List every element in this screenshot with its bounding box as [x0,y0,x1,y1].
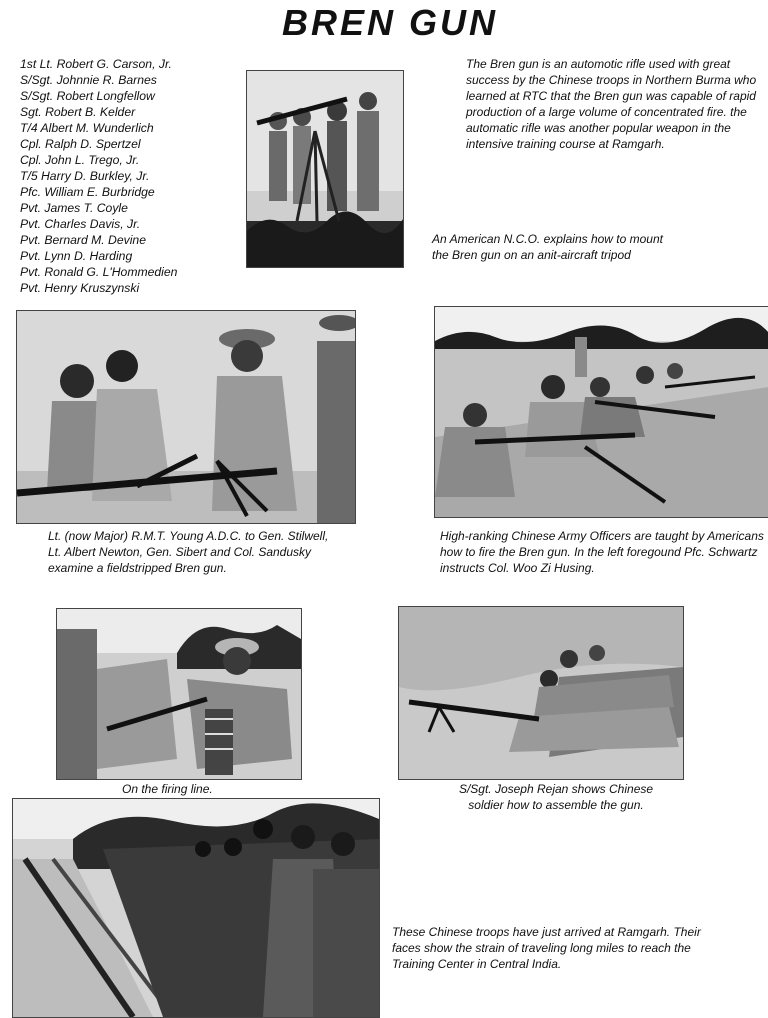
caption-fieldstripped: Lt. (now Major) R.M.T. Young A.D.C. to Gen. Stilwell, Lt. Albert Newton, Gen. Sibert and Col. Sandusky examine a fieldstripped Bren gun. [48,529,329,575]
roster-item: Pvt. Henry Kruszynski [20,281,140,295]
roster-item: Cpl. Ralph D. Spertzel [20,137,141,151]
caption-firing-line: On the firing line. [122,782,213,796]
photo-fieldstripped-gun [16,310,356,524]
roster-item: Cpl. John L. Trego, Jr. [20,153,140,167]
roster-item: Pvt. Lynn D. Harding [20,249,133,263]
roster-item: Pvt. Ronald G. L'Hommedien [20,265,178,279]
caption-arrival: These Chinese troops have just arrived at Ramgarh. Their faces show the strain of traveling long miles to reach the Training Center in Central India. [392,925,701,971]
roster-item: S/Sgt. Robert Longfellow [20,89,155,103]
roster-list [20,56,240,296]
photo-firing-line [56,608,302,780]
roster-item: 1st Lt. Robert G. Carson, Jr. [20,57,172,71]
caption-officers: High-ranking Chinese Army Officers are taught by Americans how to fire the Bren gun. In the left foregound Pfc. Schwartz instructs Col. Woo Zi Husing. [440,529,764,575]
caption-antiaircraft: An American N.C.O. explains how to mount the Bren gun on an anit-aircraft tripod [432,232,663,262]
photo-antiaircraft-tripod [246,70,404,268]
photo-officers-firing [434,306,768,518]
photo-troops-arrival [12,798,380,1018]
roster-item: Pvt. James T. Coyle [20,201,128,215]
photo-assemble-gun [398,606,684,780]
roster-item: Pvt. Bernard M. Devine [20,233,146,247]
roster-item: T/4 Albert M. Wunderlich [20,121,154,135]
caption-assemble: S/Sgt. Joseph Rejan shows Chinese soldier how to assemble the gun. [458,782,654,812]
roster-item: Pfc. William E. Burbridge [20,185,155,199]
roster-item: T/5 Harry D. Burkley, Jr. [20,169,150,183]
roster-item: Pvt. Charles Davis, Jr. [20,217,141,231]
intro-paragraph: The Bren gun is an automotic rifle used with great success by the Chinese troops in Northern Burma who learned at RTC that the Bren gun was capable of rapid production of a large volume of concentrated fire. the automatic rifle was another popular weapon in the intensive training course at Ramgarh. [466,57,757,151]
roster-item: S/Sgt. Johnnie R. Barnes [20,73,157,87]
roster-item: Sgt. Robert B. Kelder [20,105,136,119]
page-title: BREN GUN [282,2,499,43]
